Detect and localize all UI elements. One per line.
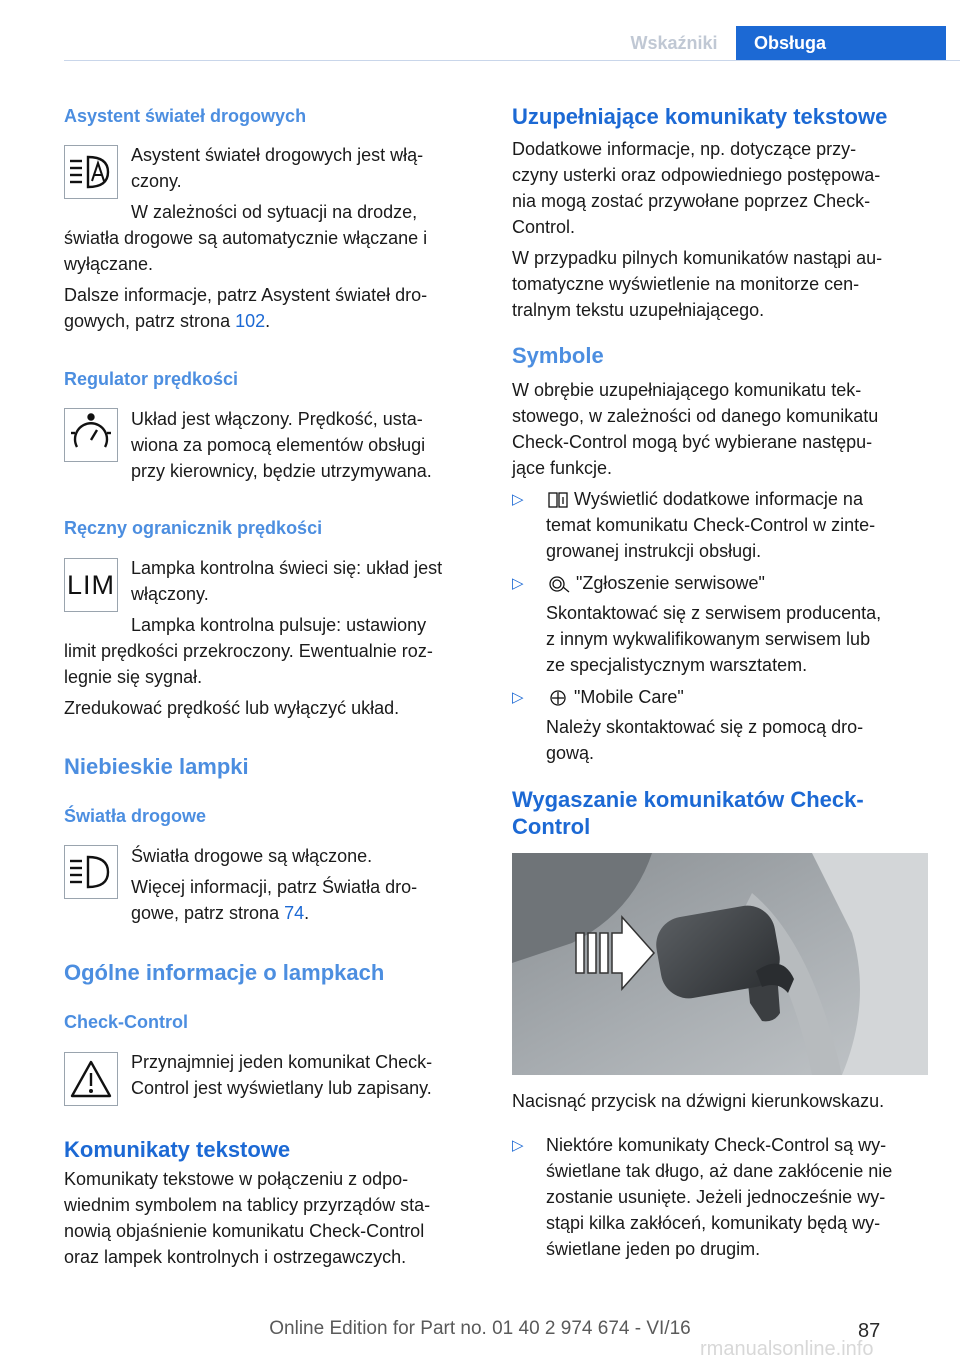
text-line: czyny usterki oraz odpowiedniego postępowa- [512, 165, 881, 185]
text-line: wyłączane. [64, 254, 154, 274]
tab-operation[interactable]: Obsługa [736, 26, 946, 60]
bullet-icon: ▷ [512, 491, 524, 508]
text-line: Przynajmniej jeden komunikat Check- [131, 1052, 433, 1072]
text-line: W zależności od sytuacji na drodze, [131, 202, 418, 222]
section-heading: Wygaszanie komunikatów Check- [512, 787, 864, 812]
section-heading: Ręczny ogranicznik prędkości [64, 518, 323, 538]
text-line: Lampka kontrolna świeci się: układ jest [131, 558, 443, 578]
chapter-heading: Niebieskie lampki [64, 754, 249, 779]
text-line: Układ jest włączony. Prędkość, usta- [131, 409, 423, 429]
text-line: Zredukować prędkość lub wyłączyć układ. [64, 698, 400, 718]
text-line: świetlane jeden po drugim. [546, 1239, 761, 1259]
text-line: gową. [546, 743, 595, 763]
text-line: stąpi kilka zakłóceń, komunikaty będą wy- [546, 1213, 881, 1233]
speed-limiter-icon: LIM [64, 558, 118, 612]
text-line: Komunikaty tekstowe w połączeniu z odpo- [64, 1169, 409, 1189]
section-heading: Światła drogowe [64, 806, 207, 826]
bullet-icon: ▷ [512, 575, 524, 592]
text-line: Należy skontaktować się z pomocą dro- [546, 717, 864, 737]
text-line: legnie się sygnał. [64, 667, 203, 687]
text-line: oraz lampek kontrolnych i ostrzegawczych. [64, 1247, 407, 1267]
bmw-service-icon [548, 575, 570, 593]
text-line: wiona za pomocą elementów obsługi [131, 435, 426, 455]
text-line: Światła drogowe są włączone. [131, 846, 373, 866]
text-line: Dalsze informacje, patrz Asystent świateł dro- [64, 285, 428, 305]
tab-indicators[interactable]: Wskaźniki [630, 32, 718, 53]
text-line: W obrębie uzupełniającego komunikatu tek- [512, 380, 862, 400]
text-line: światła drogowe są automatycznie włączane i [64, 228, 428, 248]
watermark: rmanualsonline.info [700, 1338, 874, 1360]
text-line: Control jest wyświetlany lub zapisany. [131, 1078, 432, 1098]
cruise-control-icon [64, 408, 118, 462]
text-line: nia mogą zostać przywołane poprzez Check- [512, 191, 871, 211]
bullet-icon: ▷ [512, 689, 524, 706]
bullet-icon: ▷ [512, 1137, 524, 1154]
text-line: zostanie usunięte. Jeżeli jednocześnie wy- [546, 1187, 886, 1207]
mobile-care-icon [548, 689, 568, 707]
text-line: temat komunikatu Check-Control w zinte- [546, 515, 876, 535]
text-line: Control. [512, 217, 576, 237]
text-line: gowych, patrz strona 102. [64, 311, 271, 331]
header-rule [64, 60, 960, 61]
section-heading: Check-Control [64, 1012, 189, 1032]
text-line: Lampka kontrolna pulsuje: ustawiony [131, 615, 427, 635]
list-item[interactable]: "Mobile Care" [546, 684, 684, 710]
text-line: włączony. [131, 584, 209, 604]
text-line: nowią objaśnienie komunikatu Check-Control [64, 1221, 425, 1241]
section-heading: Regulator prędkości [64, 369, 239, 389]
text-line: Dodatkowe informacje, np. dotyczące przy- [512, 139, 857, 159]
warning-triangle-icon [64, 1052, 118, 1106]
high-beam-assistant-icon [64, 145, 118, 199]
chapter-heading: Ogólne informacje o lampkach [64, 960, 385, 985]
page-link[interactable]: 102 [235, 311, 266, 331]
high-beam-icon [64, 845, 118, 899]
text-line: Check-Control mogą być wybierane następu- [512, 432, 873, 452]
section-heading: Symbole [512, 343, 604, 368]
page-link[interactable]: 74 [284, 903, 305, 923]
section-heading: Komunikaty tekstowe [64, 1137, 291, 1162]
section-heading: Control [512, 814, 591, 839]
text-line: tomatyczne wyświetlenie na monitorze cen- [512, 274, 860, 294]
text-line: czony. [131, 171, 182, 191]
text-line: ze specjalistycznym warsztatem. [546, 655, 808, 675]
text-line: limit prędkości przekroczony. Ewentualnie roz- [64, 641, 433, 661]
text-line: przy kierownicy, będzie utrzymywana. [131, 461, 432, 481]
text-line: świetlane tak długo, aż dane zakłócenie nie [546, 1161, 893, 1181]
text-line: Skontaktować się z serwisem producenta, [546, 603, 882, 623]
text-line: z innym wykwalifikowanym serwisem lub [546, 629, 871, 649]
text-line: gowe, patrz strona 74. [131, 903, 310, 923]
text-line: growanej instrukcji obsługi. [546, 541, 762, 561]
text-line: stowego, w zależności od danego komunikatu [512, 406, 879, 426]
text-line: jące funkcje. [512, 458, 613, 478]
list-item[interactable]: "Zgłoszenie serwisowe" [546, 570, 765, 596]
text-line: Więcej informacji, patrz Światła dro- [131, 877, 418, 897]
figure-caption: Nacisnąć przycisk na dźwigni kierunkowskazu. [512, 1091, 885, 1111]
text-line: W przypadku pilnych komunikatów nastąpi au- [512, 248, 883, 268]
list-item[interactable]: Wyświetlić dodatkowe informacje na [546, 486, 863, 512]
text-line: Asystent świateł drogowych jest włą- [131, 145, 424, 165]
text-line: wiednim symbolem na tablicy przyrządów sta- [64, 1195, 431, 1215]
text-line: tralnym tekstu uzupełniającego. [512, 300, 765, 320]
turn-signal-lever-photo [512, 853, 928, 1075]
section-heading: Uzupełniające komunikaty tekstowe [512, 104, 888, 129]
text-line: Niektóre komunikaty Check-Control są wy- [546, 1135, 887, 1155]
footer-edition: Online Edition for Part no. 01 40 2 974 674 - VI/16 [269, 1318, 691, 1339]
section-heading: Asystent świateł drogowych [64, 106, 307, 126]
page-number: 87 [858, 1320, 881, 1342]
book-icon [548, 491, 568, 509]
